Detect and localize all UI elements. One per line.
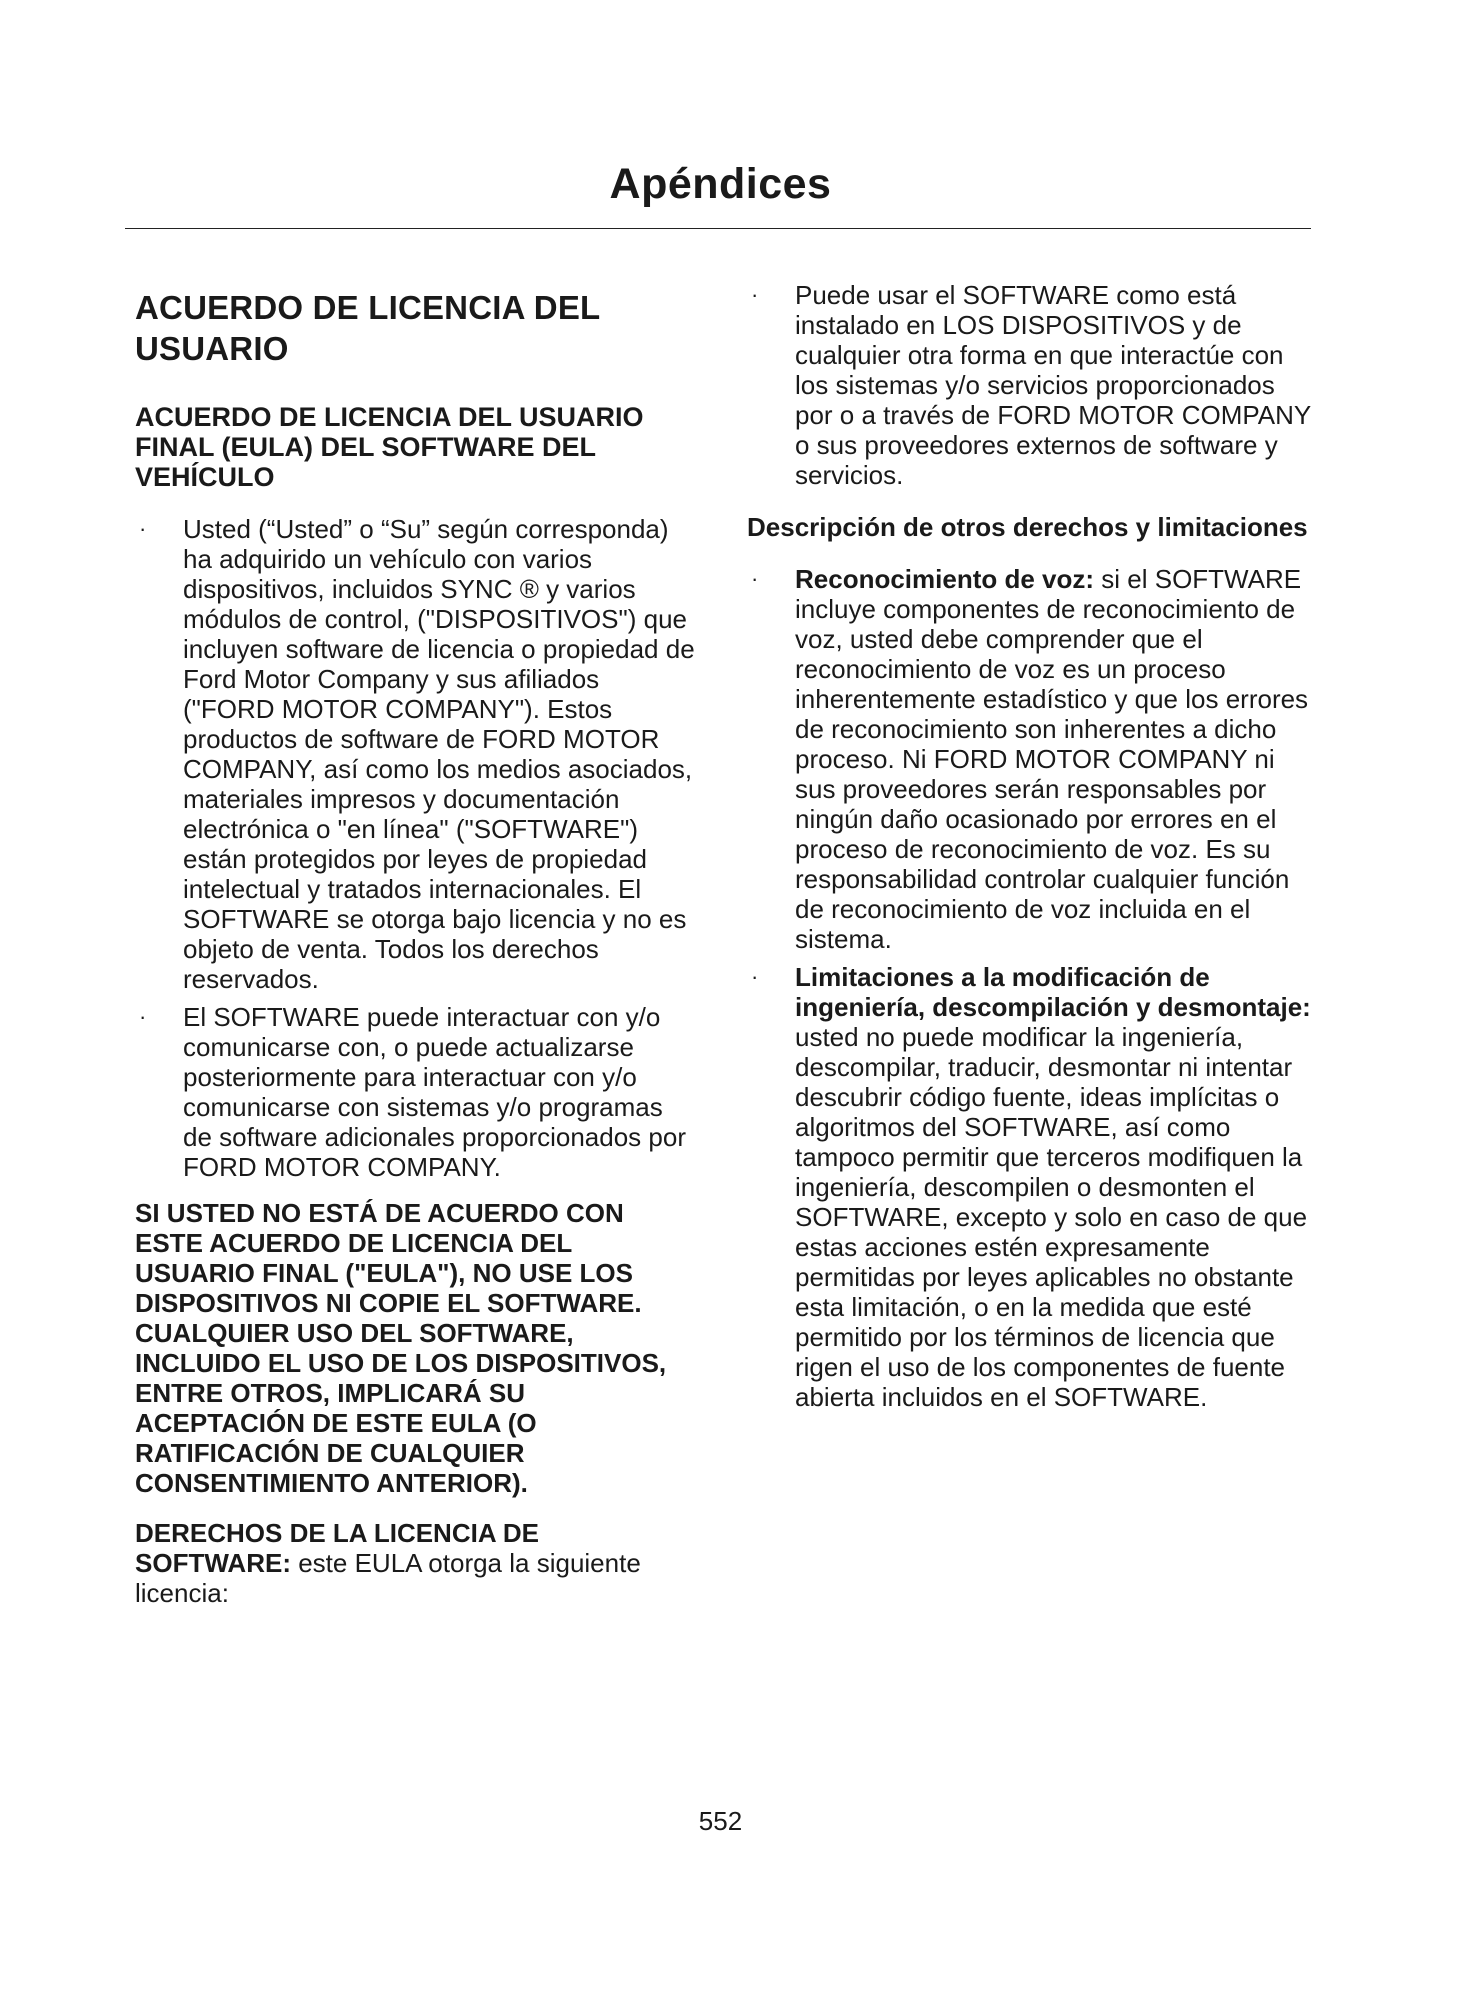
bullet-text: Usted (“Usted” o “Su” según corresponda) ha adquirido un vehículo con varios dispositivos, incluidos SYNC ® y varios módulos de control, ("DISPOSITIVOS") que incluyen software de licencia o propiedad de Ford Motor Company y sus afiliados ("FORD MOTOR COMPANY"). Estos productos de software de FORD MOTOR COMPANY, así como los medios asociados, materiales impresos y documentación electrónica o "en línea" ("SOFTWARE") están protegidos por leyes de propiedad intelectual y tratados internacionales. El SOFTWARE se otorga bajo licencia y no es objeto de venta. Todos los derechos reservados. <box>183 514 695 994</box>
bullet-list <box>747 280 1312 490</box>
bullet-icon: · <box>139 1004 147 1029</box>
bullet-icon: · <box>139 516 147 541</box>
list-item <box>135 1002 695 1182</box>
bullet-icon: · <box>751 566 759 591</box>
section-heading: ACUERDO DE LICENCIA DEL USUARIO <box>135 289 600 367</box>
bullet-text: Puede usar el SOFTWARE como está instalado en LOS DISPOSITIVOS y de cualquier otra forma en que interactúe con los sistemas y/o servicios proporcionados por o a través de FORD MOTOR COMPANY o sus proveedores externos de software y servicios. <box>795 280 1311 490</box>
title-divider <box>125 228 1311 229</box>
right-column <box>747 280 1312 1420</box>
list-item <box>747 280 1312 490</box>
subsection-heading: ACUERDO DE LICENCIA DEL USUARIO FINAL (EULA) DEL SOFTWARE DEL VEHÍCULO <box>135 402 644 492</box>
bullet-text: El SOFTWARE puede interactuar con y/o comunicarse con, o puede actualizarse posteriormente para interactuar con y/o comunicarse con sistemas y/o programas de software adicionales proporcionados por FORD MOTOR COMPANY. <box>183 1002 686 1182</box>
list-item <box>747 564 1312 954</box>
bullet-text: usted no puede modificar la ingeniería, descompilar, traducir, desmontar ni intentar descubrir código fuente, ideas implícitas o algoritmos del SOFTWARE, así como tampoco permitir que terceros modifiquen la ingeniería, descompilen o desmonten el SOFTWARE, excepto y solo en caso de que estas acciones estén expresamente permitidas por leyes aplicables no obstante esta limitación, o en la medida que esté permitido por los términos de licencia que rigen el uso de los componentes de fuente abierta incluidos en el SOFTWARE. <box>795 1022 1308 1412</box>
bullet-label: Limitaciones a la modificación de ingeniería, descompilación y desmontaje: <box>795 962 1311 1022</box>
list-item <box>747 962 1312 1412</box>
bullet-icon: · <box>751 282 759 307</box>
bullet-list <box>135 514 695 1182</box>
left-column <box>135 280 695 1608</box>
bullet-text: si el SOFTWARE incluye componentes de reconocimiento de voz, usted debe comprender que el reconocimiento de voz es un proceso inherentemente estadístico y que los errores de reconocimiento son inherentes a dicho proceso. Ni FORD MOTOR COMPANY ni sus proveedores serán responsables por ningún daño ocasionado por errores en el proceso de reconocimiento de voz. Es su responsabilidad controlar cualquier función de reconocimiento de voz incluida en el sistema. <box>795 564 1309 954</box>
license-rights-label: DERECHOS DE LA LICENCIA DE SOFTWARE: <box>135 1518 539 1578</box>
license-rights-paragraph <box>135 1518 695 1608</box>
warning-paragraph: SI USTED NO ESTÁ DE ACUERDO CON ESTE ACUERDO DE LICENCIA DEL USUARIO FINAL ("EULA"), NO USE LOS DISPOSITIVOS NI COPIE EL SOFTWARE. CUALQUIER USO DEL SOFTWARE, INCLUIDO EL USO DE LOS DISPOSITIVOS, ENTRE OTROS, IMPLICARÁ SU ACEPTACIÓN DE ESTE EULA (O RATIFICACIÓN DE CUALQUIER CONSENTIMIENTO ANTERIOR). <box>135 1198 667 1498</box>
bullet-icon: · <box>751 964 759 989</box>
bullet-list <box>747 564 1312 1412</box>
license-rights-text: este EULA otorga la siguiente licencia: <box>135 1548 641 1608</box>
bullet-label: Reconocimiento de voz: <box>795 564 1095 594</box>
subsection-heading: Descripción de otros derechos y limitaciones <box>747 512 1308 542</box>
page-title: Apéndices <box>609 160 832 208</box>
page-number: 552 <box>698 1806 743 1836</box>
list-item <box>135 514 695 994</box>
